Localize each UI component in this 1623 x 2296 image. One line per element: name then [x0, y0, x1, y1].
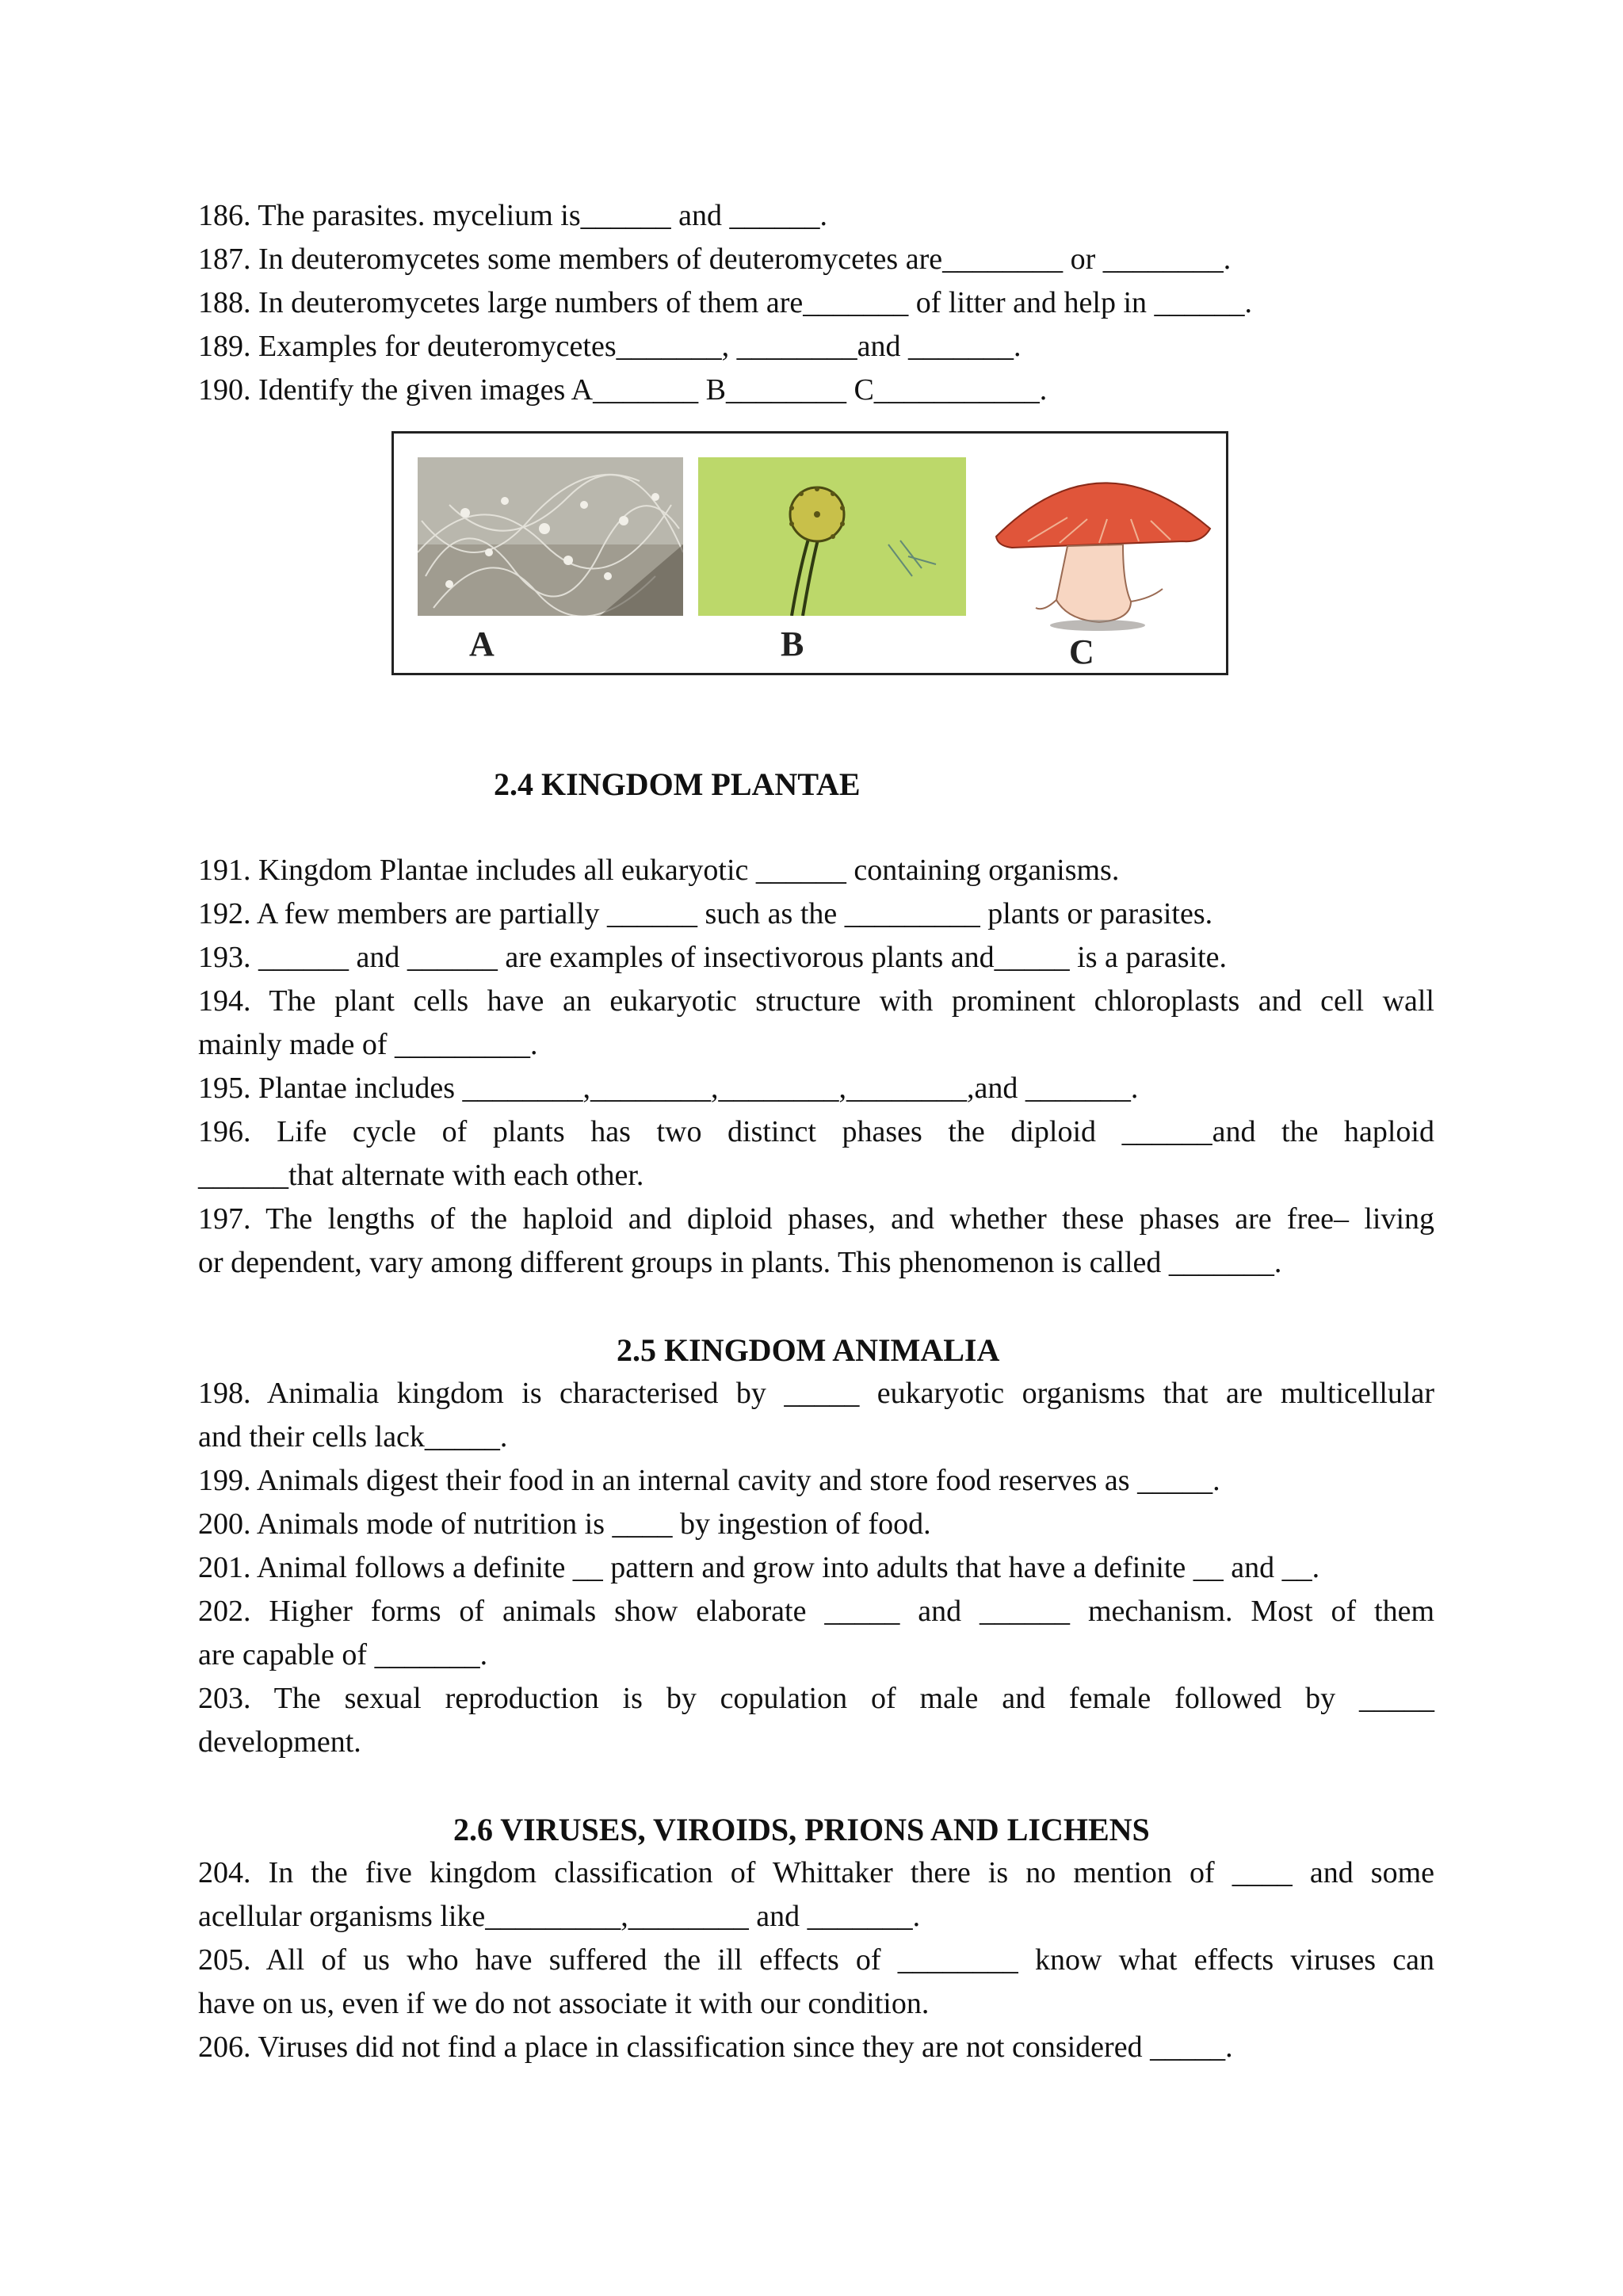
question-195: 195. Plantae includes ________,________,________,________,and _______. — [198, 1072, 1139, 1105]
image-label-a: A — [469, 625, 495, 663]
question-187: 187. In deuteromycetes some members of deuteromycetes are________ or ________. — [198, 243, 1232, 276]
image-c-mushroom — [980, 449, 1218, 632]
question-203-line-1: 203. The sexual reproduction is by copulation of male and female followed by _____ — [198, 1682, 1434, 1715]
image-label-c: C — [1069, 632, 1094, 671]
question-204-line-2: acellular organisms like_________,________ and _______. — [198, 1900, 921, 1933]
question-202-line-1: 202. Higher forms of animals show elaborate _____ and ______ mechanism. Most of them — [198, 1595, 1434, 1628]
question-194-line-2: mainly made of _________. — [198, 1028, 538, 1061]
question-205-line-1: 205. All of us who have suffered the ill effects of ________ know what effects viruses can — [198, 1943, 1434, 1977]
question-196-line-2: ______that alternate with each other. — [198, 1159, 644, 1192]
question-196-line-1: 196. Life cycle of plants has two distinct phases the diploid ______and the haploid — [198, 1115, 1434, 1148]
question-190: 190. Identify the given images A_______ B________ C___________. — [198, 373, 1048, 407]
question-194-line-1: 194. The plant cells have an eukaryotic structure with prominent chloroplasts and cell wall — [198, 984, 1434, 1018]
image-b-conidiophore — [698, 457, 966, 616]
question-204-line-1: 204. In the five kingdom classification of Whittaker there is no mention of ____ and some — [198, 1856, 1434, 1889]
image-a-mould — [418, 457, 683, 616]
question-191: 191. Kingdom Plantae includes all eukaryotic ______ containing organisms. — [198, 854, 1120, 887]
question-201: 201. Animal follows a definite __ pattern and grow into adults that have a definite __ and __. — [198, 1551, 1320, 1584]
question-197-line-1: 197. The lengths of the haploid and diploid phases, and whether these phases are free– living — [198, 1202, 1434, 1236]
image-label-b: B — [781, 625, 804, 663]
heading-viruses-viroids: 2.6 VIRUSES, VIROIDS, PRIONS AND LICHENS — [453, 1812, 1150, 1847]
question-198-line-1: 198. Animalia kingdom is characterised by _____ eukaryotic organisms that are multicellular — [198, 1377, 1434, 1410]
question-199: 199. Animals digest their food in an internal cavity and store food reserves as _____. — [198, 1464, 1220, 1497]
fungi-images-figure — [391, 431, 1228, 675]
question-198-line-2: and their cells lack_____. — [198, 1420, 508, 1454]
question-188: 188. In deuteromycetes large numbers of them are_______ of litter and help in ______. — [198, 286, 1252, 319]
question-197-line-2: or dependent, vary among different groups in plants. This phenomenon is called _______. — [198, 1246, 1282, 1279]
question-189: 189. Examples for deuteromycetes_______, ________and _______. — [198, 330, 1022, 363]
heading-kingdom-plantae: 2.4 KINGDOM PLANTAE — [494, 766, 861, 802]
question-192: 192. A few members are partially ______ such as the _________ plants or parasites. — [198, 897, 1213, 930]
heading-kingdom-animalia: 2.5 KINGDOM ANIMALIA — [617, 1332, 1000, 1368]
question-200: 200. Animals mode of nutrition is ____ by ingestion of food. — [198, 1507, 931, 1541]
question-203-line-2: development. — [198, 1725, 361, 1759]
question-206: 206. Viruses did not find a place in classification since they are not considered _____. — [198, 2030, 1233, 2064]
question-202-line-2: are capable of _______. — [198, 1638, 488, 1671]
question-186: 186. The parasites. mycelium is______ and ______. — [198, 199, 828, 232]
question-193: 193. ______ and ______ are examples of insectivorous plants and_____ is a parasite. — [198, 941, 1228, 974]
question-205-line-2: have on us, even if we do not associate it with our condition. — [198, 1987, 930, 2020]
